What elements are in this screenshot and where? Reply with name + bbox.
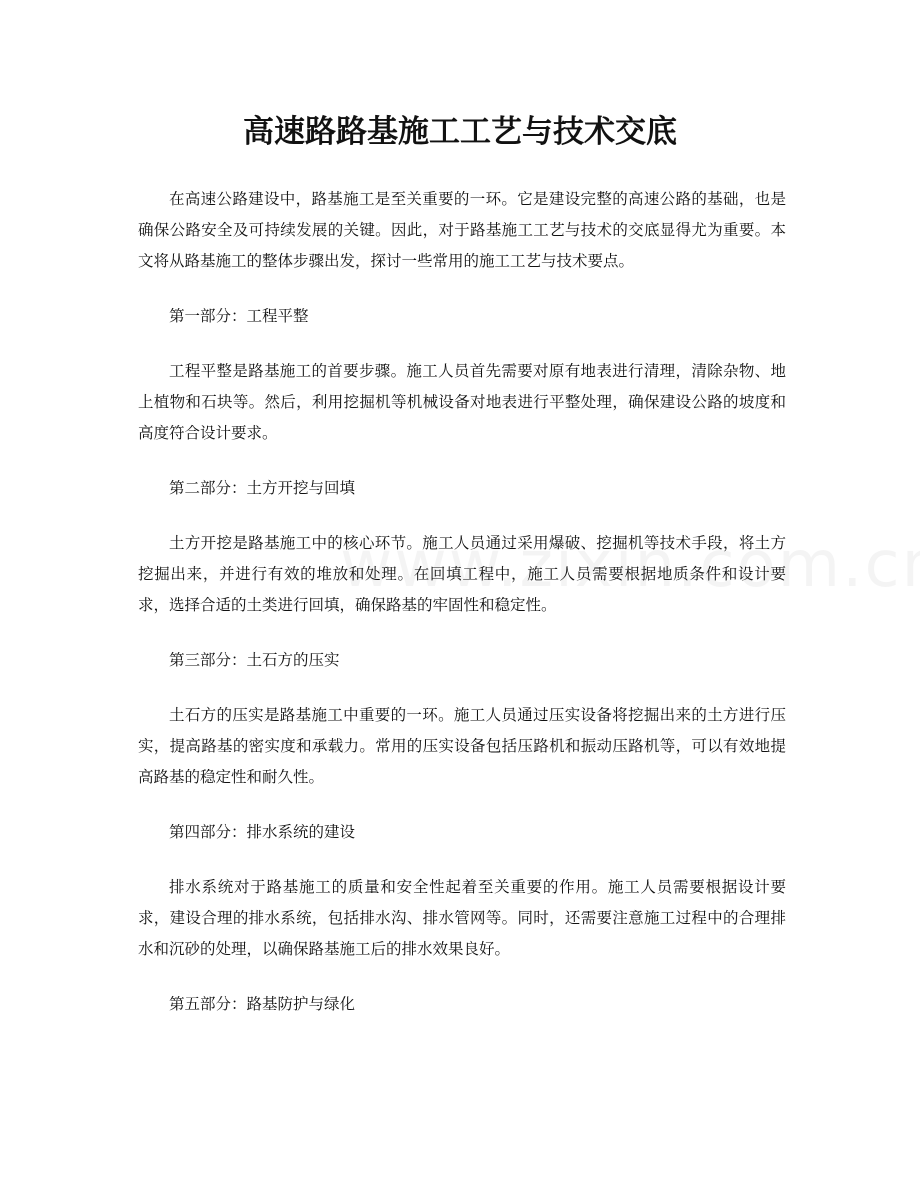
section-heading-5: 第五部分：路基防护与绿化 bbox=[169, 995, 356, 1013]
section-heading-4: 第四部分：排水系统的建设 bbox=[169, 823, 356, 841]
document-title: 高速路路基施工工艺与技术交底 bbox=[243, 114, 677, 150]
paragraph-section-1: 工程平整是路基施工的首要步骤。施工人员首先需要对原有地表进行清理，清除杂物、地上植物和石块等。然后，利用挖掘机等机械设备对地表进行平整处理，确保建设公路的坡度和高度符合设计要求。 bbox=[138, 362, 786, 442]
section-heading-1: 第一部分：工程平整 bbox=[169, 307, 309, 325]
section-heading-2: 第二部分：土方开挖与回填 bbox=[169, 479, 356, 497]
paragraph-section-3: 土石方的压实是路基施工中重要的一环。施工人员通过压实设备将挖掘出来的土方进行压实，提高路基的密实度和承载力。常用的压实设备包括压路机和振动压路机等，可以有效地提高路基的稳定性和耐久性。 bbox=[138, 706, 786, 786]
paragraph-section-2: 土方开挖是路基施工中的核心环节。施工人员通过采用爆破、挖掘机等技术手段，将土方挖掘出来，并进行有效的堆放和处理。在回填工程中，施工人员需要根据地质条件和设计要求，选择合适的土类进行回填，确保路基的牢固性和稳定性。 bbox=[138, 534, 786, 614]
section-heading-3: 第三部分：土石方的压实 bbox=[169, 651, 340, 669]
paragraph-intro: 在高速公路建设中，路基施工是至关重要的一环。它是建设完整的高速公路的基础，也是确保公路安全及可持续发展的关键。因此，对于路基施工工艺与技术的交底显得尤为重要。本文将从路基施工的整体步骤出发，探讨一些常用的施工工艺与技术要点。 bbox=[138, 190, 786, 270]
paragraph-section-4: 排水系统对于路基施工的质量和安全性起着至关重要的作用。施工人员需要根据设计要求，建设合理的排水系统，包括排水沟、排水管网等。同时，还需要注意施工过程中的合理排水和沉砂的处理，以确保路基施工后的排水效果良好。 bbox=[138, 878, 786, 958]
document-body bbox=[138, 184, 786, 1044]
